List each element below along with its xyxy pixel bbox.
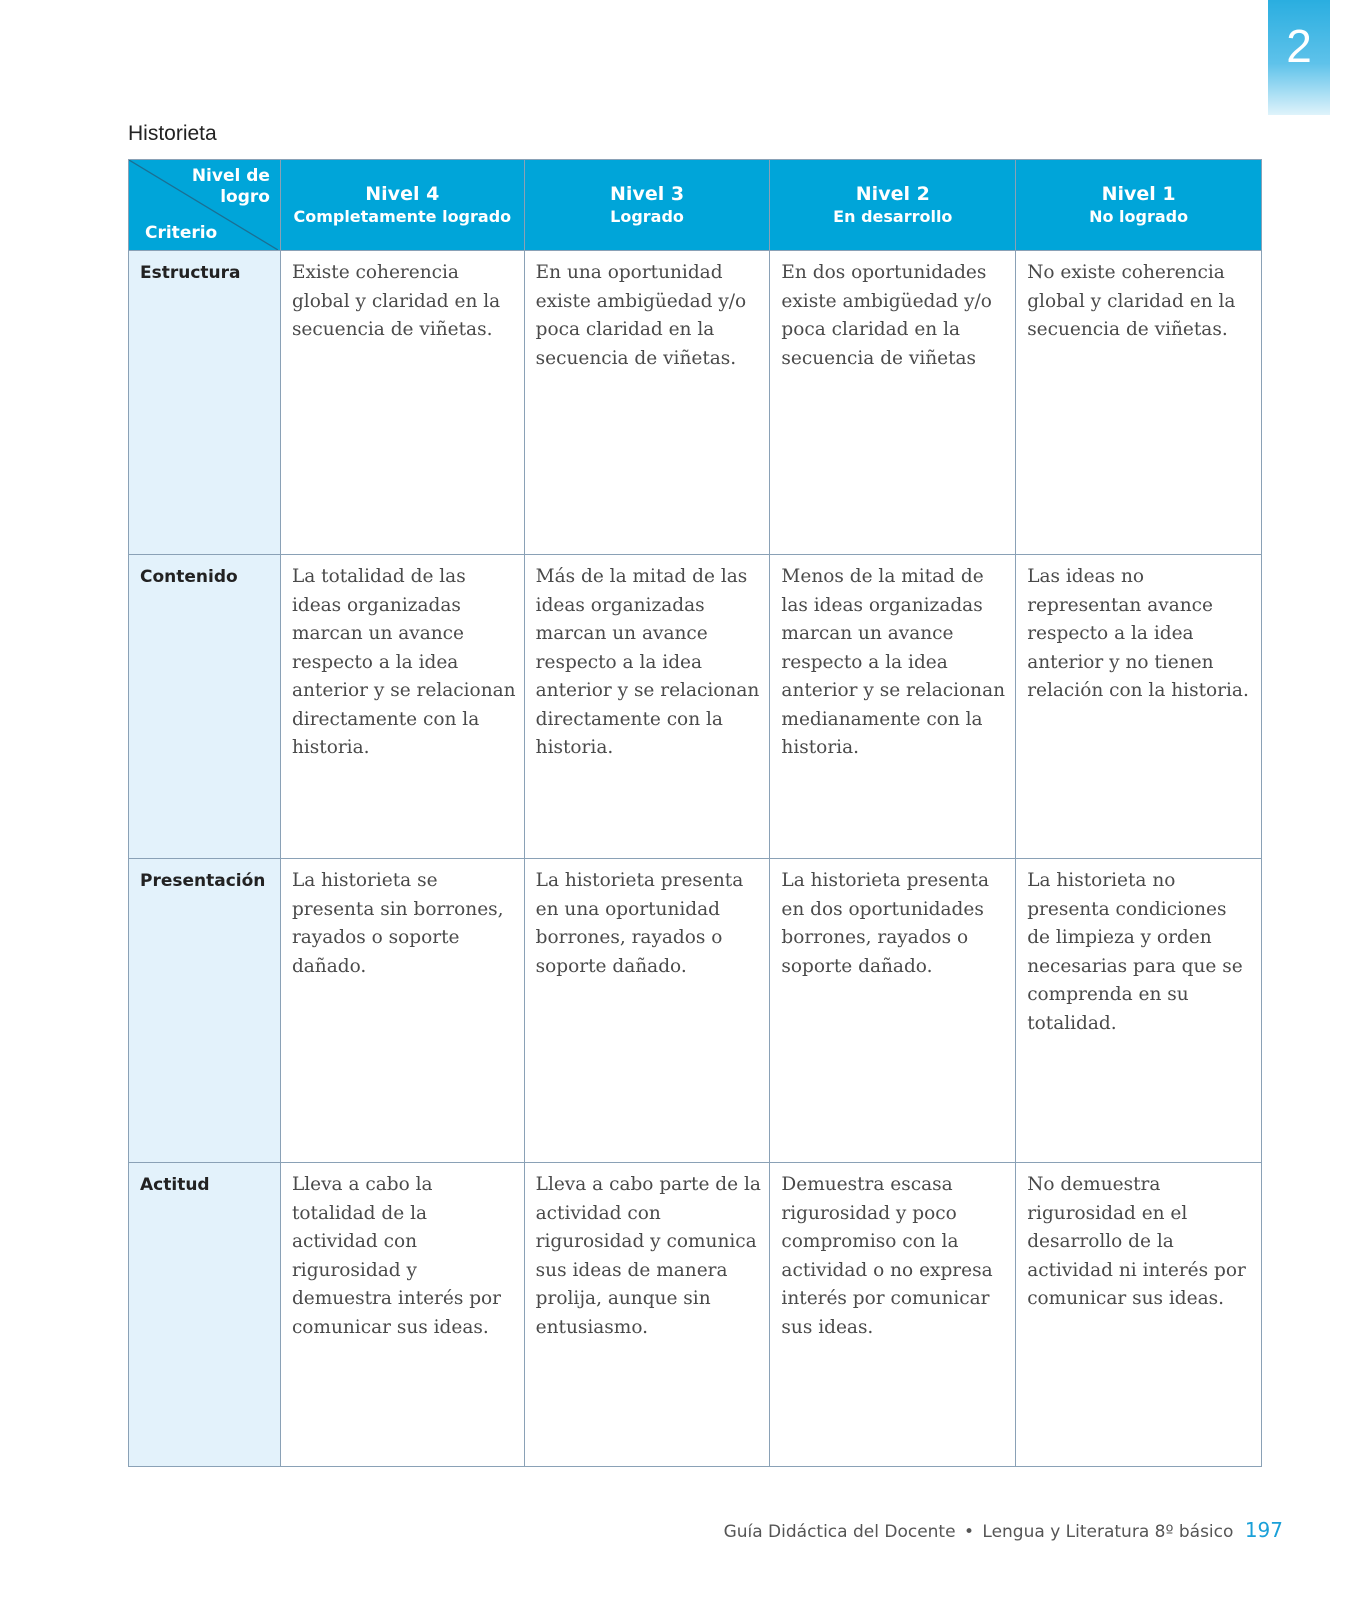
level-desc: Logrado (610, 207, 684, 226)
table-row-actitud (129, 1163, 1262, 1467)
descriptor-cell: Existe coherencia global y claridad en la secuencia de viñetas. (280, 251, 524, 555)
descriptor-cell: No existe coherencia global y claridad en la secuencia de viñetas. (1016, 251, 1262, 555)
footer-guide-title: Guía Didáctica del Docente (723, 1522, 956, 1542)
descriptor-cell: No demuestra rigurosidad en el desarrollo de la actividad ni interés por comunicar sus ideas. (1016, 1163, 1262, 1467)
chapter-tab: 2 (1268, 0, 1330, 115)
level-1-header (1016, 160, 1262, 251)
level-name: Nivel 2 (855, 183, 930, 205)
level-desc: No logrado (1089, 207, 1189, 226)
descriptor-cell: En dos oportunidades existe ambigüedad y/o poca claridad en la secuencia de viñetas (770, 251, 1016, 555)
header-row (129, 160, 1262, 251)
level-3-header (524, 160, 770, 251)
page-number: 197 (1244, 1518, 1283, 1542)
descriptor-cell: En una oportunidad existe ambigüedad y/o poca claridad en la secuencia de viñetas. (524, 251, 770, 555)
descriptor-cell: La historieta presenta en dos oportunidades borrones, rayados o soporte dañado. (770, 859, 1016, 1163)
criterion-cell: Estructura (129, 251, 281, 555)
level-name: Nivel 1 (1101, 183, 1176, 205)
descriptor-cell: La historieta se presenta sin borrones, rayados o soporte dañado. (280, 859, 524, 1163)
corner-criterion-label: Criterio (145, 223, 218, 243)
descriptor-cell: Demuestra escasa rigurosidad y poco compromiso con la actividad o no expresa interés por comunicar sus ideas. (770, 1163, 1016, 1467)
descriptor-cell: Lleva a cabo parte de la actividad con rigurosidad y comunica sus ideas de manera prolija, aunque sin entusiasmo. (524, 1163, 770, 1467)
descriptor-cell: La historieta no presenta condiciones de limpieza y orden necesarias para que se comprenda en su totalidad. (1016, 859, 1262, 1163)
table-row-estructura (129, 251, 1262, 555)
descriptor-cell: Más de la mitad de las ideas organizadas marcan un avance respecto a la idea anterior y se relacionan directamente con la historia. (524, 555, 770, 859)
table-row-presentacion (129, 859, 1262, 1163)
footer-subject: Lengua y Literatura 8º básico (982, 1522, 1234, 1542)
level-name: Nivel 4 (365, 183, 440, 205)
criterion-cell: Presentación (129, 859, 281, 1163)
level-desc: Completamente logrado (293, 207, 512, 226)
table-row-contenido (129, 555, 1262, 859)
descriptor-cell: Las ideas no representan avance respecto a la idea anterior y no tienen relación con la historia. (1016, 555, 1262, 859)
descriptor-cell: La totalidad de las ideas organizadas marcan un avance respecto a la idea anterior y se relacionan directamente con la historia. (280, 555, 524, 859)
rubric-table (128, 159, 1262, 1467)
descriptor-cell: Lleva a cabo la totalidad de la actividad con rigurosidad y demuestra interés por comunicar sus ideas. (280, 1163, 524, 1467)
corner-header (129, 160, 281, 251)
footer-separator: • (963, 1522, 974, 1542)
level-name: Nivel 3 (610, 183, 685, 205)
corner-level-label: Nivel de logro (191, 166, 270, 207)
level-desc: En desarrollo (833, 207, 953, 226)
level-4-header (280, 160, 524, 251)
criterion-cell: Contenido (129, 555, 281, 859)
section-title: Historieta (128, 122, 217, 145)
descriptor-cell: La historieta presenta en una oportunidad borrones, rayados o soporte dañado. (524, 859, 770, 1163)
page-footer (724, 1518, 1283, 1542)
criterion-cell: Actitud (129, 1163, 281, 1467)
level-2-header (770, 160, 1016, 251)
descriptor-cell: Menos de la mitad de las ideas organizadas marcan un avance respecto a la idea anterior y se relacionan medianamente con la historia. (770, 555, 1016, 859)
